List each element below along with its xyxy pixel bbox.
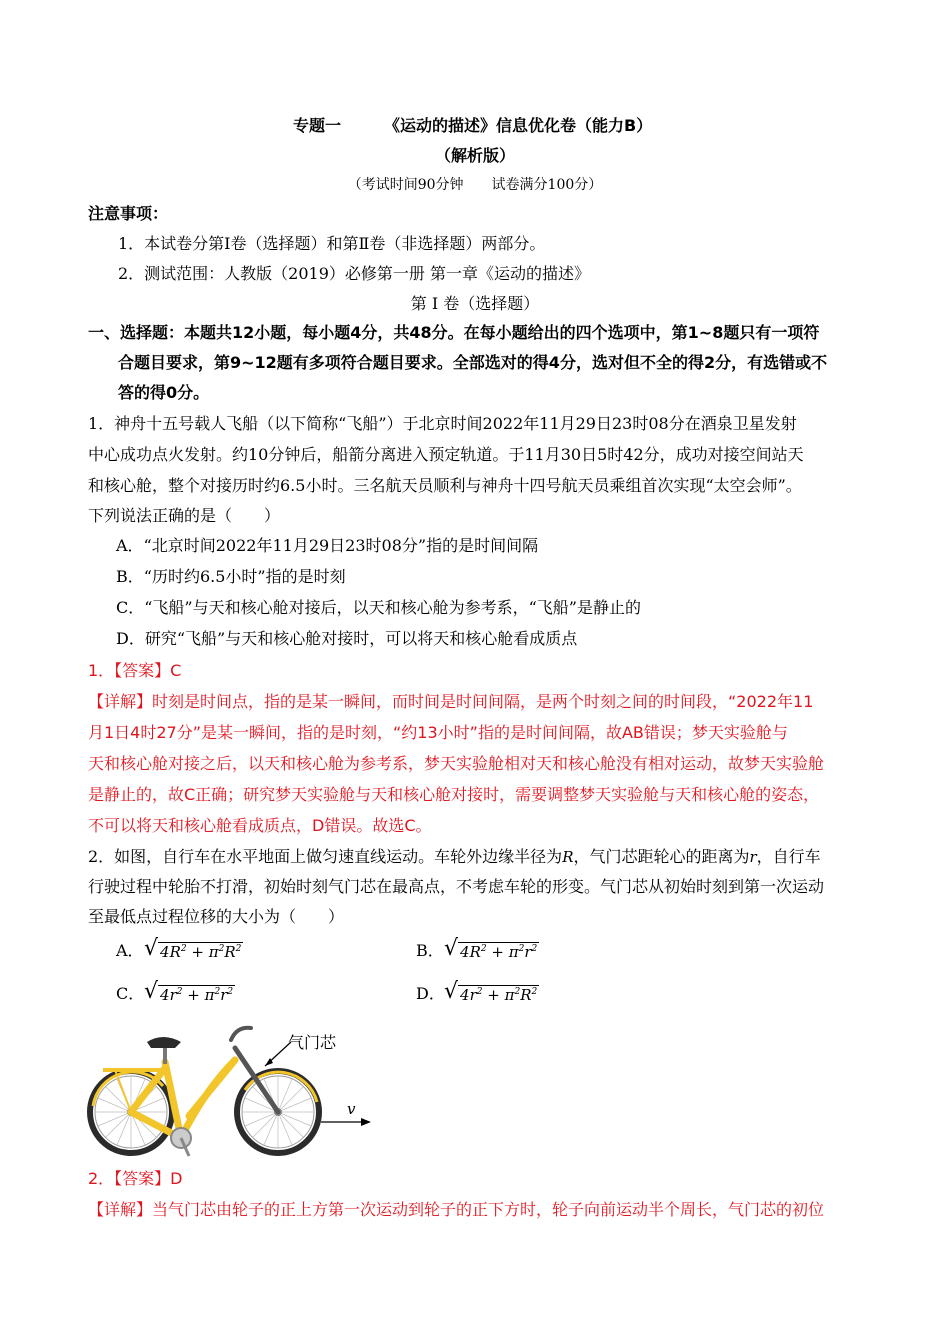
var-r-lower: r — [749, 848, 757, 866]
q2-option-a: A． √ $4R^2 + \pi^2R^2$ — [116, 936, 242, 961]
q1-option-d: D．研究“飞船”与天和核心舱对接时，可以将天和核心舱看成质点 — [116, 629, 578, 648]
sqrt-expression: √ $4R^2 + \pi^2R^2$ — [144, 936, 242, 961]
var-r-upper: R — [562, 848, 574, 866]
q1-stem: 下列说法正确的是（ ） — [88, 506, 281, 525]
exam-info: （考试时间90分钟 试卷满分100分） — [347, 177, 603, 193]
note-item: 1．本试卷分第Ⅰ卷（选择题）和第Ⅱ卷（非选择题）两部分。 — [118, 234, 546, 253]
sqrt-expression: √ $4r^2 + \pi^2R^2$ — [444, 979, 538, 1004]
q1-option-a: A．“北京时间2022年11月29日23时08分”指的是时间间隔 — [116, 536, 539, 555]
bicycle-figure — [85, 1020, 385, 1160]
document-title: 《运动的描述》信息优化卷（能力B） — [384, 116, 653, 135]
q2-explanation: 【详解】当气门芯由轮子的正上方第一次运动到轮子的正下方时，轮子向前运动半个周长，气门芯的初位 — [88, 1200, 825, 1219]
q1-answer: 1．【答案】C — [88, 661, 182, 680]
q2-stem: 至最低点过程位移的大小为（ ） — [88, 907, 345, 926]
section-title: 第 Ⅰ 卷（选择题） — [410, 294, 540, 313]
q1-explanation: 月1日4时27分”是某一瞬间，指的是时刻，“约13小时”指的是时间间隔，故AB错误；梦天实验舱与 — [88, 723, 788, 742]
q1-stem: 中心成功点火发射。约10分钟后，船箭分离进入预定轨道。于11月30日5时42分，成功对接空间站天 — [88, 445, 804, 464]
q2-option-c: C． √ $4r^2 + \pi^2r^2$ — [116, 979, 234, 1004]
q1-option-c: C．“飞船”与天和核心舱对接后，以天和核心舱为参考系，“飞船”是静止的 — [116, 598, 641, 617]
sqrt-expression: √ $4r^2 + \pi^2r^2$ — [144, 979, 234, 1004]
document-subtitle: （解析版） — [434, 146, 515, 165]
q1-explanation: 天和核心舱对接之后，以天和核心舱为参考系，梦天实验舱相对天和核心舱没有相对运动，故梦天实验舱 — [88, 754, 825, 773]
q1-option-b: B．“历时约6.5小时”指的是时刻 — [116, 567, 346, 586]
notes-heading: 注意事项： — [88, 204, 169, 223]
note-item: 2．测试范围：人教版（2019）必修第一册 第一章《运动的描述》 — [118, 264, 590, 283]
q2-stem: 2．如图，自行车在水平地面上做匀速直线运动。车轮外边缘半径为R，气门芯距轮心的距离为r，自行车 — [88, 847, 821, 866]
q2-option-d: D． √ $4r^2 + \pi^2R^2$ — [416, 979, 538, 1004]
q1-explanation: 是静止的，故C正确；研究梦天实验舱与天和核心舱对接时，需要调整梦天实验舱与天和核心舱的姿态， — [88, 785, 820, 804]
sqrt-expression: √ $4R^2 + \pi^2r^2$ — [444, 936, 538, 961]
title-prefix: 专题一 — [293, 116, 342, 135]
part1-instructions: 合题目要求，第9~12题有多项符合题目要求。全部选对的得4分，选对但不全的得2分，有选错或不 — [118, 353, 828, 372]
q1-stem: 1．神舟十五号载人飞船（以下简称“飞船”）于北京时间2022年11月29日23时08分在酒泉卫星发射 — [88, 414, 797, 433]
valve-core-label: 气门芯 — [288, 1033, 337, 1052]
q2-stem: 行驶过程中轮胎不打滑，初始时刻气门芯在最高点，不考虑车轮的形变。气门芯从初始时刻到第一次运动 — [88, 877, 825, 896]
velocity-label: v — [347, 1100, 356, 1118]
q1-explanation: 【详解】时刻是时间点，指的是某一瞬间，而时间是时间间隔，是两个时刻之间的时间段，“2022年11 — [88, 692, 814, 711]
q2-answer: 2．【答案】D — [88, 1169, 183, 1188]
part1-instructions: 一、选择题：本题共12小题，每小题4分，共48分。在每小题给出的四个选项中，第1~8题只有一项符 — [88, 323, 820, 342]
q1-stem: 和核心舱，整个对接历时约6.5小时。三名航天员顺利与神舟十四号航天员乘组首次实现“太空会师”。 — [88, 476, 802, 495]
part1-instructions: 答的得0分。 — [118, 383, 210, 402]
q1-explanation: 不可以将天和核心舱看成质点，D错误。故选C。 — [88, 816, 432, 835]
q2-option-b: B． √ $4R^2 + \pi^2r^2$ — [416, 936, 538, 961]
